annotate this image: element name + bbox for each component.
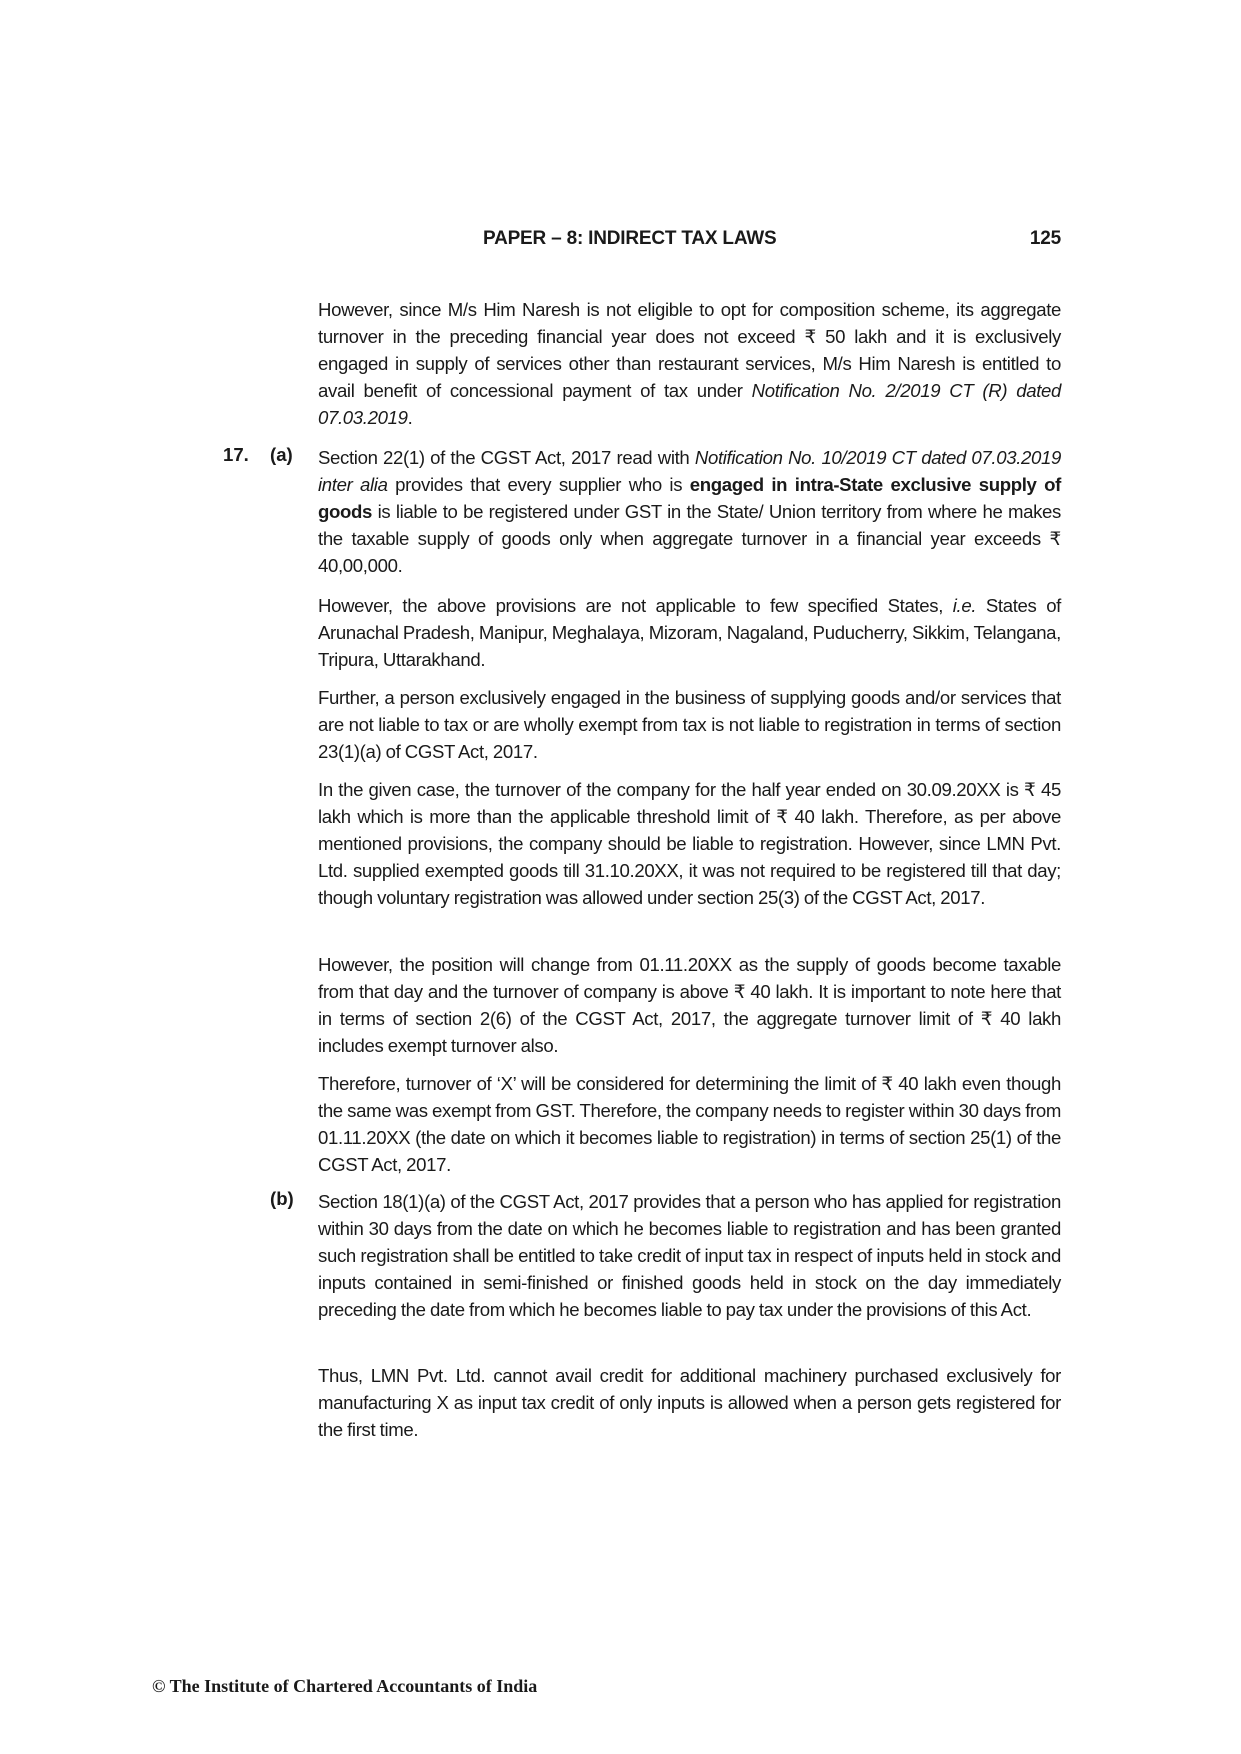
paragraph-17a-given-case: In the given case, the turnover of the company for the half year ended on 30.09.20XX is ₹ 45 lakh which is more than the applicable threshold limit of ₹ 40 lakh. Therefore, as per above mentioned provisions, the company should be liable to registration. However, since LMN Pvt. Ltd. supplied exempted goods till 31.10.20XX, it was not required to be registered till that day; though voluntary registration was allowed under section 25(3) of the CGST Act, 2017. <box>318 779 1061 908</box>
part-b-label: (b) <box>270 1188 294 1209</box>
paragraph-17b-section18: Section 18(1)(a) of the CGST Act, 2017 provides that a person who has applied for registration within 30 days from the date on which he becomes liable to registration and has been granted such registration shall be entitled to take credit of input tax in respect of inputs held in stock and inputs contained in semi-finished or finished goods held in stock on the day immediately preceding the date from which he becomes liable to pay tax under the provisions of this Act. <box>318 1191 1061 1320</box>
copyright-footer: © The Institute of Chartered Accountants of India <box>152 1676 538 1696</box>
paragraph-17a-position-change: However, the position will change from 01.11.20XX as the supply of goods become taxable from that day and the turnover of company is above ₹ 40 lakh. It is important to note here that in terms of section 2(6) of the CGST Act, 2017, the aggregate turnover limit of ₹ 40 lakh includes exempt turnover also. <box>318 954 1061 1056</box>
paragraph-17a-states: However, the above provisions are not applicable to few specified States, i.e. States of Arunachal Pradesh, Manipur, Meghalaya, Mizoram, Nagaland, Puducherry, Sikkim, Telangana, Tripura, Uttarakhand. <box>318 595 1061 670</box>
running-title: PAPER – 8: INDIRECT TAX LAWS <box>483 228 777 249</box>
paragraph-17b-conclusion: Thus, LMN Pvt. Ltd. cannot avail credit for additional machinery purchased exclusively for manufacturing X as input tax credit of only inputs is allowed when a person gets registered for the first time. <box>318 1365 1061 1440</box>
question-number: 17. <box>223 444 249 465</box>
part-a-label: (a) <box>270 444 293 465</box>
page-number: 125 <box>1029 228 1061 249</box>
paragraph-17a-exempt: Further, a person exclusively engaged in the business of supplying goods and/or services that are not liable to tax or are wholly exempt from tax is not liable to registration in terms of section 23(1)(a) of CGST Act, 2017. <box>318 687 1061 762</box>
paragraph-17a-section22: Section 22(1) of the CGST Act, 2017 read with Notification No. 10/2019 CT dated 07.03.2019 inter alia provides that every supplier who is engaged in intra-State exclusive supply of goods is liable to be registered under GST in the State/ Union territory from where he makes the taxable supply of goods only when aggregate turnover in a financial year exceeds ₹ 40,00,000. <box>318 447 1061 576</box>
paragraph-17a-therefore: Therefore, turnover of ‘X’ will be considered for determining the limit of ₹ 40 lakh even though the same was exempt from GST. Therefore, the company needs to register within 30 days from 01.11.20XX (the date on which it becomes liable to registration) in terms of section 25(1) of the CGST Act, 2017. <box>318 1073 1061 1175</box>
paragraph-him-naresh: However, since M/s Him Naresh is not eligible to opt for composition scheme, its aggregate turnover in the preceding financial year does not exceed ₹ 50 lakh and it is exclusively engaged in supply of services other than restaurant services, M/s Him Naresh is entitled to avail benefit of concessional payment of tax under Notification No. 2/2019 CT (R) dated 07.03.2019. <box>318 299 1061 428</box>
